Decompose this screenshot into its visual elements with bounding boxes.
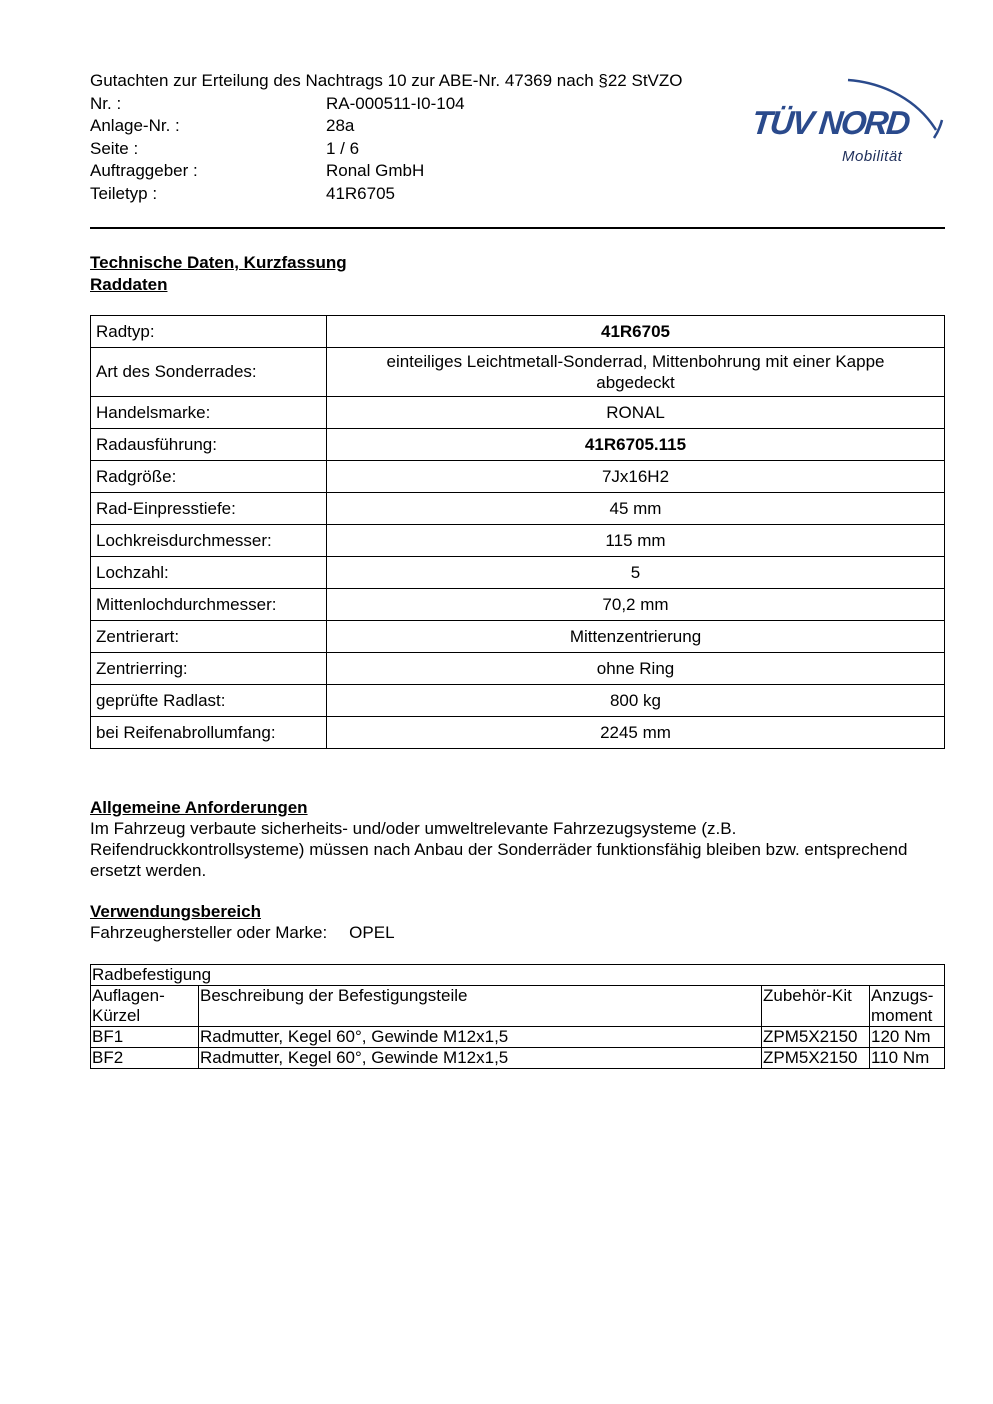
header-value: 41R6705	[326, 183, 396, 203]
row-label: Radtyp:	[91, 316, 327, 348]
table-row	[91, 621, 945, 653]
row-label: Radgröße:	[91, 461, 327, 493]
column-header: Anzugs-moment	[870, 986, 945, 1027]
section-subheading: Raddaten	[90, 275, 168, 294]
table-row	[91, 397, 945, 429]
section-heading: Verwendungsbereich	[90, 902, 261, 921]
table-title: Radbefestigung	[91, 965, 945, 986]
row-value: 7Jx16H2	[327, 461, 945, 493]
row-value: Mittenzentrierung	[327, 621, 945, 653]
row-value: ohne Ring	[327, 653, 945, 685]
row-value: 800 kg	[327, 685, 945, 717]
header-divider	[90, 227, 945, 229]
column-header: Auflagen-Kürzel	[91, 986, 199, 1027]
table-row	[91, 461, 945, 493]
column-header: Beschreibung der Befestigungsteile	[199, 986, 762, 1027]
row-label: Lochzahl:	[91, 557, 327, 589]
table-row	[91, 316, 945, 348]
manufacturer-value: OPEL	[349, 923, 395, 942]
table-row	[91, 653, 945, 685]
section-technische-daten	[90, 252, 347, 296]
header-label: Anlage-Nr. :	[90, 116, 180, 136]
table-cell: Radmutter, Kegel 60°, Gewinde M12x1,5	[199, 1027, 762, 1048]
table-cell: 110 Nm	[870, 1048, 945, 1069]
raddaten-table	[90, 315, 945, 749]
row-value: 41R6705.115	[327, 429, 945, 461]
table-row	[91, 717, 945, 749]
table-header-row	[91, 986, 945, 1027]
row-value: 45 mm	[327, 493, 945, 525]
table-row	[91, 557, 945, 589]
table-row	[91, 429, 945, 461]
row-value: 5	[327, 557, 945, 589]
header-row-anlage	[90, 115, 750, 138]
row-label: Rad-Einpresstiefe:	[91, 493, 327, 525]
header-value: RA-000511-I0-104	[326, 93, 465, 113]
header-value: 28a	[326, 116, 355, 136]
header-label: Teiletyp :	[90, 183, 158, 203]
table-cell: 120 Nm	[870, 1027, 945, 1048]
table-cell: BF2	[91, 1048, 199, 1069]
logo-subtitle: Mobilität	[842, 148, 903, 165]
row-value: 41R6705	[327, 316, 945, 348]
logo-brand: TÜV NORD	[750, 104, 911, 141]
row-label: Mittenlochdurchmesser:	[91, 589, 327, 621]
manufacturer-line	[90, 922, 945, 943]
header-row-auftraggeber	[90, 160, 750, 183]
manufacturer-label: Fahrzeughersteller oder Marke:	[90, 923, 328, 942]
section-allgemeine-anforderungen	[90, 797, 945, 881]
row-value: RONAL	[327, 397, 945, 429]
header-row-nr	[90, 93, 750, 116]
table-cell: BF1	[91, 1027, 199, 1048]
header-label: Nr. :	[90, 93, 122, 113]
header-row-teiletyp	[90, 183, 750, 206]
row-label: Radausführung:	[91, 429, 327, 461]
table-row	[91, 1027, 945, 1048]
section-heading: Allgemeine Anforderungen	[90, 798, 308, 817]
row-label: Handelsmarke:	[91, 397, 327, 429]
row-value: 2245 mm	[327, 717, 945, 749]
row-label: Lochkreisdurchmesser:	[91, 525, 327, 557]
row-label: bei Reifenabrollumfang:	[91, 717, 327, 749]
row-label: Zentrierring:	[91, 653, 327, 685]
table-row	[91, 589, 945, 621]
row-label: Zentrierart:	[91, 621, 327, 653]
table-title-row	[91, 965, 945, 986]
column-header: Zubehör-Kit	[762, 986, 870, 1027]
row-value: einteiliges Leichtmetall-Sonderrad, Mittenbohrung mit einer Kappe abgedeckt	[327, 348, 945, 397]
section-body: Im Fahrzeug verbaute sicherheits- und/oder umweltrelevante Fahrzezugsysteme (z.B. Reifendruckkontrollsysteme) müssen nach Anbau der Sonderräder funktionsfähig bleiben bzw. entsprechend ersetzt werden.	[90, 819, 908, 880]
table-cell: Radmutter, Kegel 60°, Gewinde M12x1,5	[199, 1048, 762, 1069]
row-value: 70,2 mm	[327, 589, 945, 621]
document-header	[90, 70, 750, 206]
header-row-seite	[90, 138, 750, 161]
tuev-nord-logo	[748, 48, 948, 173]
row-label: Art des Sonderrades:	[91, 348, 327, 397]
table-cell: ZPM5X2150	[762, 1048, 870, 1069]
table-cell: ZPM5X2150	[762, 1027, 870, 1048]
radbefestigung-table	[90, 964, 945, 1069]
table-row	[91, 493, 945, 525]
table-row	[91, 685, 945, 717]
document-title: Gutachten zur Erteilung des Nachtrags 10 zur ABE-Nr. 47369 nach §22 StVZO	[90, 71, 683, 90]
header-label: Seite :	[90, 138, 139, 158]
table-row	[91, 1048, 945, 1069]
row-label: geprüfte Radlast:	[91, 685, 327, 717]
row-value: 115 mm	[327, 525, 945, 557]
section-heading: Technische Daten, Kurzfassung	[90, 253, 347, 272]
section-verwendungsbereich	[90, 901, 945, 943]
header-value: Ronal GmbH	[326, 161, 425, 181]
table-row	[91, 348, 945, 397]
table-row	[91, 525, 945, 557]
header-value: 1 / 6	[326, 138, 360, 158]
header-label: Auftraggeber :	[90, 161, 198, 181]
